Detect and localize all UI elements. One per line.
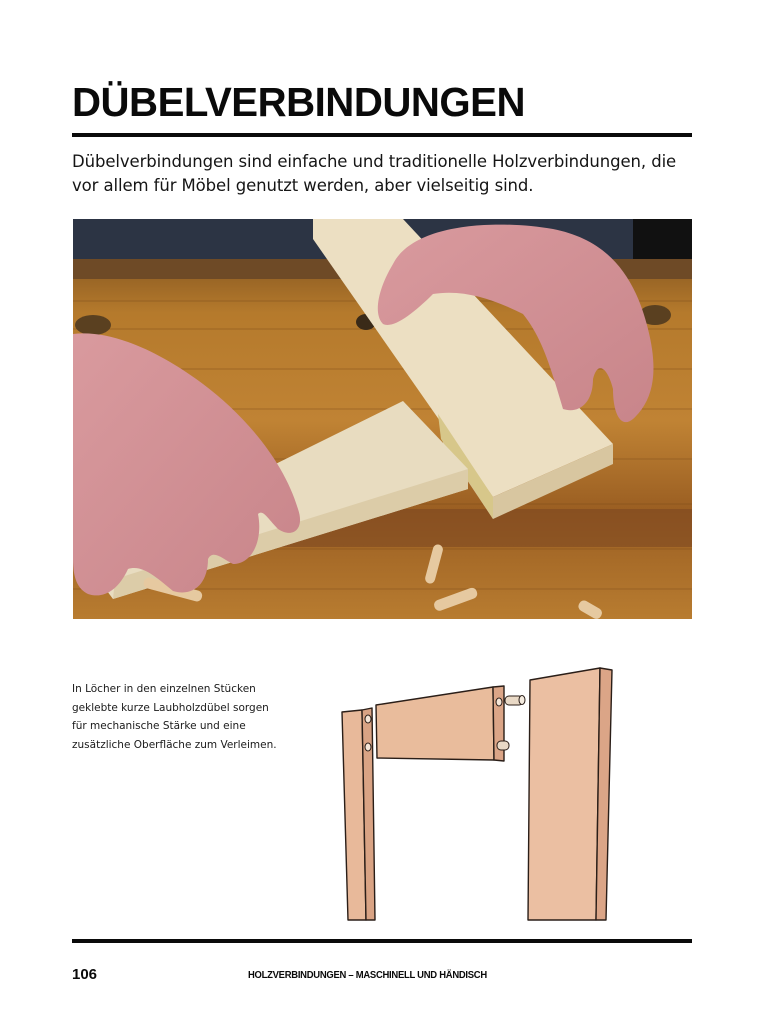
- dowel-joint-illustration: [330, 660, 630, 925]
- dowel-joint-photo: [73, 219, 692, 619]
- running-title: HOLZVERBINDUNGEN – MASCHINELL UND HÄNDISCH: [248, 969, 487, 981]
- footer-divider: [72, 939, 692, 943]
- page-number: 106: [72, 966, 98, 983]
- intro-paragraph: Dübelverbindungen sind einfache und traditionelle Holzverbindungen, die vor allem für Möbel genutzt werden, aber vielseitig sind.: [72, 152, 677, 195]
- title-divider: [72, 133, 692, 137]
- page-title: DÜBELVERBINDUNGEN: [72, 79, 526, 125]
- illustration-caption: In Löcher in den einzelnen Stücken geklebte kurze Laubholzdübel sorgen für mechanische Stärke und eine zusätzliche Oberfläche zum Verleimen.: [72, 683, 277, 751]
